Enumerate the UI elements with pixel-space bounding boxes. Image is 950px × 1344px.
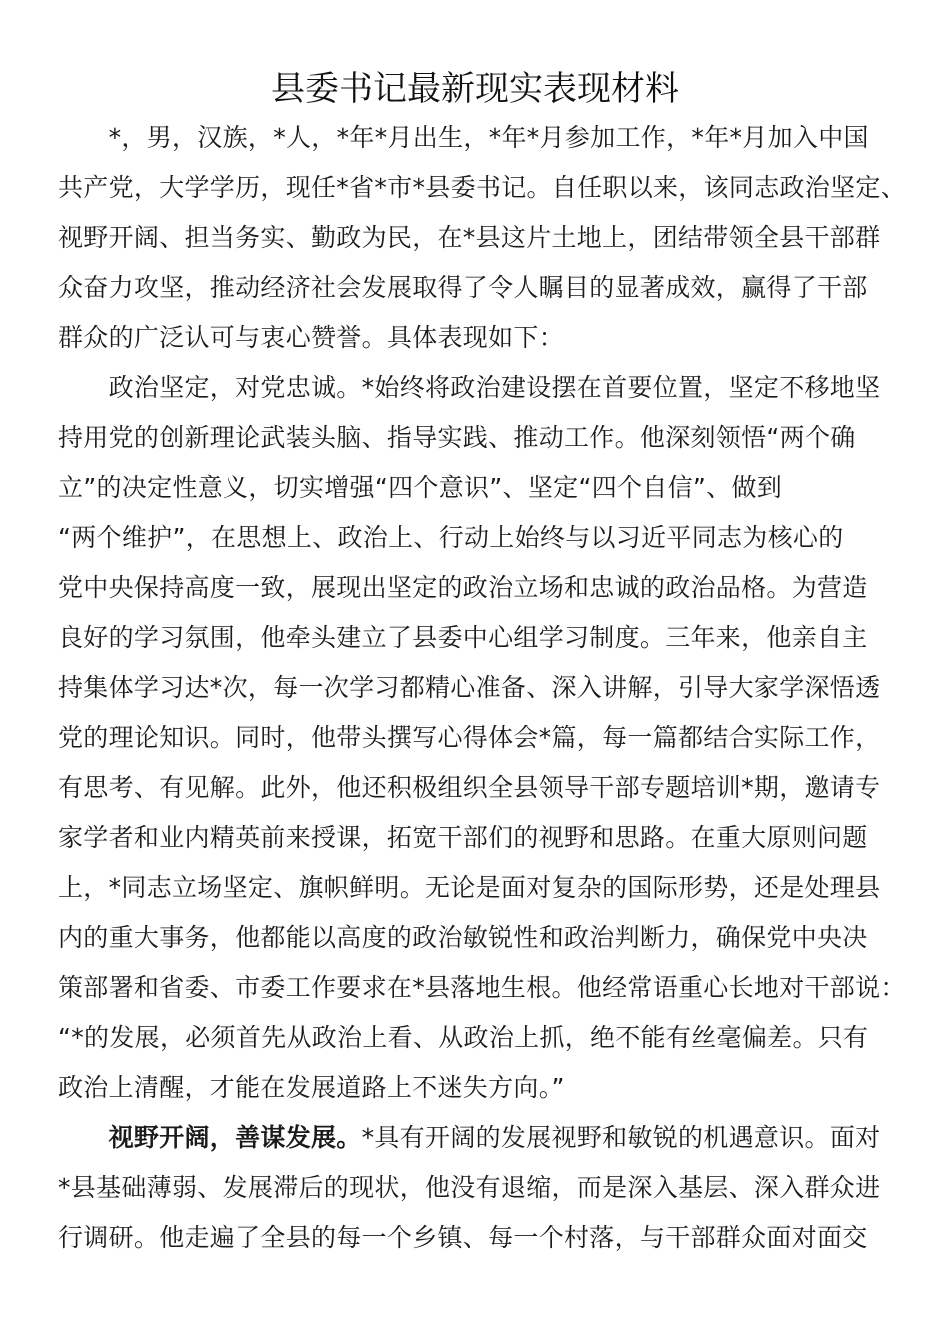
document-title: 县委书记最新现实表现材料 bbox=[271, 69, 679, 109]
body-line: 众奋力攻坚，推动经济社会发展取得了令人瞩目的显著成效，赢得了干部 bbox=[58, 273, 868, 302]
body-line: 群众的广泛认可与衷心赞誉。具体表现如下： bbox=[58, 323, 565, 352]
body-line: 立”的决定性意义，切实增强“四个意识”、坚定“四个自信”、做到 bbox=[58, 473, 783, 502]
body-line: “*的发展，必须首先从政治上看、从政治上抓，绝不能有丝毫偏差。只有 bbox=[58, 1023, 869, 1052]
body-line: 有思考、有见解。此外，他还积极组织全县领导干部专题培训*期，邀请专 bbox=[58, 773, 881, 802]
body-line: 良好的学习氛围，他牵头建立了县委中心组学习制度。三年来，他亲自主 bbox=[58, 623, 868, 652]
body-line: 共产党，大学学历，现任*省*市*县委书记。自任职以来，该同志政治坚定、 bbox=[58, 173, 907, 202]
body-line: 党中央保持高度一致，展现出坚定的政治立场和忠诚的政治品格。为营造 bbox=[58, 573, 868, 602]
body-line: 家学者和业内精英前来授课，拓宽干部们的视野和思路。在重大原则问题 bbox=[58, 823, 868, 852]
section-heading: 视野开阔，善谋发展。 bbox=[108, 1123, 362, 1152]
section-heading-line bbox=[58, 1113, 908, 1163]
body-line: 政治上清醒，才能在发展道路上不迷失方向。” bbox=[58, 1073, 565, 1102]
body-line: 视野开阔、担当务实、勤政为民，在*县这片土地上，团结带领全县干部群 bbox=[58, 223, 881, 252]
body-line: 党的理论知识。同时，他带头撰写心得体会*篇，每一篇都结合实际工作， bbox=[58, 723, 881, 752]
body-line: 政治坚定，对党忠诚。*始终将政治建设摆在首要位置，坚定不移地坚 bbox=[58, 373, 881, 402]
section-line-rest: *具有开阔的发展视野和敏锐的机遇意识。面对 bbox=[361, 1123, 881, 1152]
body-line: 上，*同志立场坚定、旗帜鲜明。无论是面对复杂的国际形势，还是处理县 bbox=[58, 873, 881, 902]
body-line: 行调研。他走遍了全县的每一个乡镇、每一个村落，与干部群众面对面交 bbox=[58, 1223, 868, 1252]
body-line: 策部署和省委、市委工作要求在*县落地生根。他经常语重心长地对干部说： bbox=[58, 973, 906, 1002]
body-line: 内的重大事务，他都能以高度的政治敏锐性和政治判断力，确保党中央决 bbox=[58, 923, 868, 952]
body-line: “两个维护”，在思想上、政治上、行动上始终与以习近平同志为核心的 bbox=[58, 523, 844, 552]
body-line: 持集体学习达*次，每一次学习都精心准备、深入讲解，引导大家学深悟透 bbox=[58, 673, 881, 702]
document-body bbox=[58, 113, 908, 1263]
body-line: *，男，汉族，*人，*年*月出生，*年*月参加工作，*年*月加入中国 bbox=[58, 123, 869, 152]
body-line: 持用党的创新理论武装头脑、指导实践、推动工作。他深刻领悟“两个确 bbox=[58, 423, 856, 452]
body-line: *县基础薄弱、发展滞后的现状，他没有退缩，而是深入基层、深入群众进 bbox=[58, 1173, 881, 1202]
